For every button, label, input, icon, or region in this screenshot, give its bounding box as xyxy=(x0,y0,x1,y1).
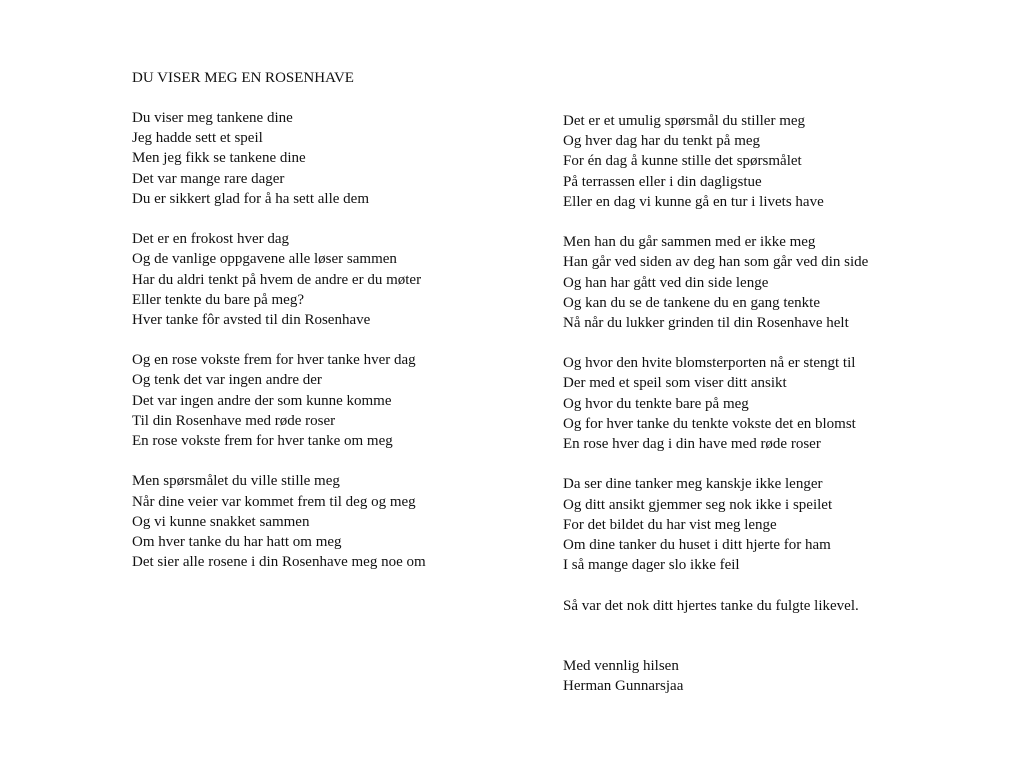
poem-line: Og han har gått ved din side lenge xyxy=(563,274,769,291)
poem-line: Det er en frokost hver dag xyxy=(132,231,290,248)
poem-line: Og hvor den hvite blomsterporten nå er stengt til xyxy=(563,355,856,372)
stanza xyxy=(132,350,426,451)
poem-line: Det var mange rare dager xyxy=(132,170,285,187)
stanza xyxy=(563,232,868,333)
poem-line: En rose vokste frem for hver tanke om meg xyxy=(132,433,393,449)
poem-line: Og tenk det var ingen andre der xyxy=(132,372,322,389)
closing-greeting: Med vennlig hilsen xyxy=(563,657,679,674)
stanza xyxy=(563,474,868,575)
poem-line: Om dine tanker du huset i ditt hjerte for ham xyxy=(563,536,831,553)
poem-line: Han går ved siden av deg han som går ved din side xyxy=(563,254,869,271)
poem-line: Men spørsmålet du ville stille meg xyxy=(132,473,340,490)
poem-line: Eller en dag vi kunne gå en tur i livets have xyxy=(563,193,824,210)
stanza xyxy=(563,111,868,212)
poem-line: Men han du går sammen med er ikke meg xyxy=(563,234,816,251)
stanza xyxy=(563,596,868,616)
poem-line: Der med et speil som viser ditt ansikt xyxy=(563,375,787,392)
stanza xyxy=(563,353,868,454)
poem-line: En rose hver dag i din have med røde roser xyxy=(563,436,821,452)
poem-line: Nå når du lukker grinden til din Rosenhave helt xyxy=(563,314,849,331)
poem-line: Du viser meg tankene dine xyxy=(132,110,293,126)
poem-line: Og for hver tanke du tenkte vokste det en blomst xyxy=(563,415,856,432)
poem-line: Det sier alle rosene i din Rosenhave meg noe om xyxy=(132,554,426,571)
poem-line: Eller tenkte du bare på meg? xyxy=(132,291,305,308)
poem-line: Jeg hadde sett et speil xyxy=(132,130,263,147)
poem-line: Og de vanlige oppgavene alle løser sammen xyxy=(132,251,397,268)
signoff xyxy=(563,656,868,696)
poem-line: I så mange dager slo ikke feil xyxy=(563,557,740,574)
stanza xyxy=(132,108,426,209)
poem-line: Men jeg fikk se tankene dine xyxy=(132,150,306,167)
poem-line: Og en rose vokste frem for hver tanke hver dag xyxy=(132,352,416,369)
poem-line: Da ser dine tanker meg kanskje ikke lenger xyxy=(563,476,823,493)
poem-line: Om hver tanke du har hatt om meg xyxy=(132,533,342,550)
poem-line: Og ditt ansikt gjemmer seg nok ikke i speilet xyxy=(563,496,833,513)
poem-line: Det er et umulig spørsmål du stiller meg xyxy=(563,113,806,129)
poem-line: Så var det nok ditt hjertes tanke du fulgte likevel. xyxy=(563,597,859,614)
poem-line: Hver tanke fôr avsted til din Rosenhave xyxy=(132,311,371,328)
poem-line: Og kan du se de tankene du en gang tenkte xyxy=(563,294,820,311)
poem-line: For én dag å kunne stille det spørsmålet xyxy=(563,153,802,170)
left-column xyxy=(132,108,426,593)
poem-line: Til din Rosenhave med røde roser xyxy=(132,412,336,429)
right-column xyxy=(563,111,868,696)
author-name: Herman Gunnarsjaa xyxy=(563,677,684,694)
poem-line: Det var ingen andre der som kunne komme xyxy=(132,392,392,409)
stanza xyxy=(132,471,426,572)
poem-line: Har du aldri tenkt på hvem de andre er du møter xyxy=(132,271,422,288)
poem-line: Og hvor du tenkte bare på meg xyxy=(563,395,749,412)
poem-line: Og hver dag har du tenkt på meg xyxy=(563,133,761,150)
poem-line: På terrassen eller i din dagligstue xyxy=(563,173,762,190)
poem-title: DU VISER MEG EN ROSENHAVE xyxy=(132,70,354,86)
stanza xyxy=(132,229,426,330)
poem-line: For det bildet du har vist meg lenge xyxy=(563,516,777,533)
poem-line: Og vi kunne snakket sammen xyxy=(132,513,310,530)
poem-line: Du er sikkert glad for å ha sett alle dem xyxy=(132,190,369,207)
poem-line: Når dine veier var kommet frem til deg og meg xyxy=(132,493,416,510)
